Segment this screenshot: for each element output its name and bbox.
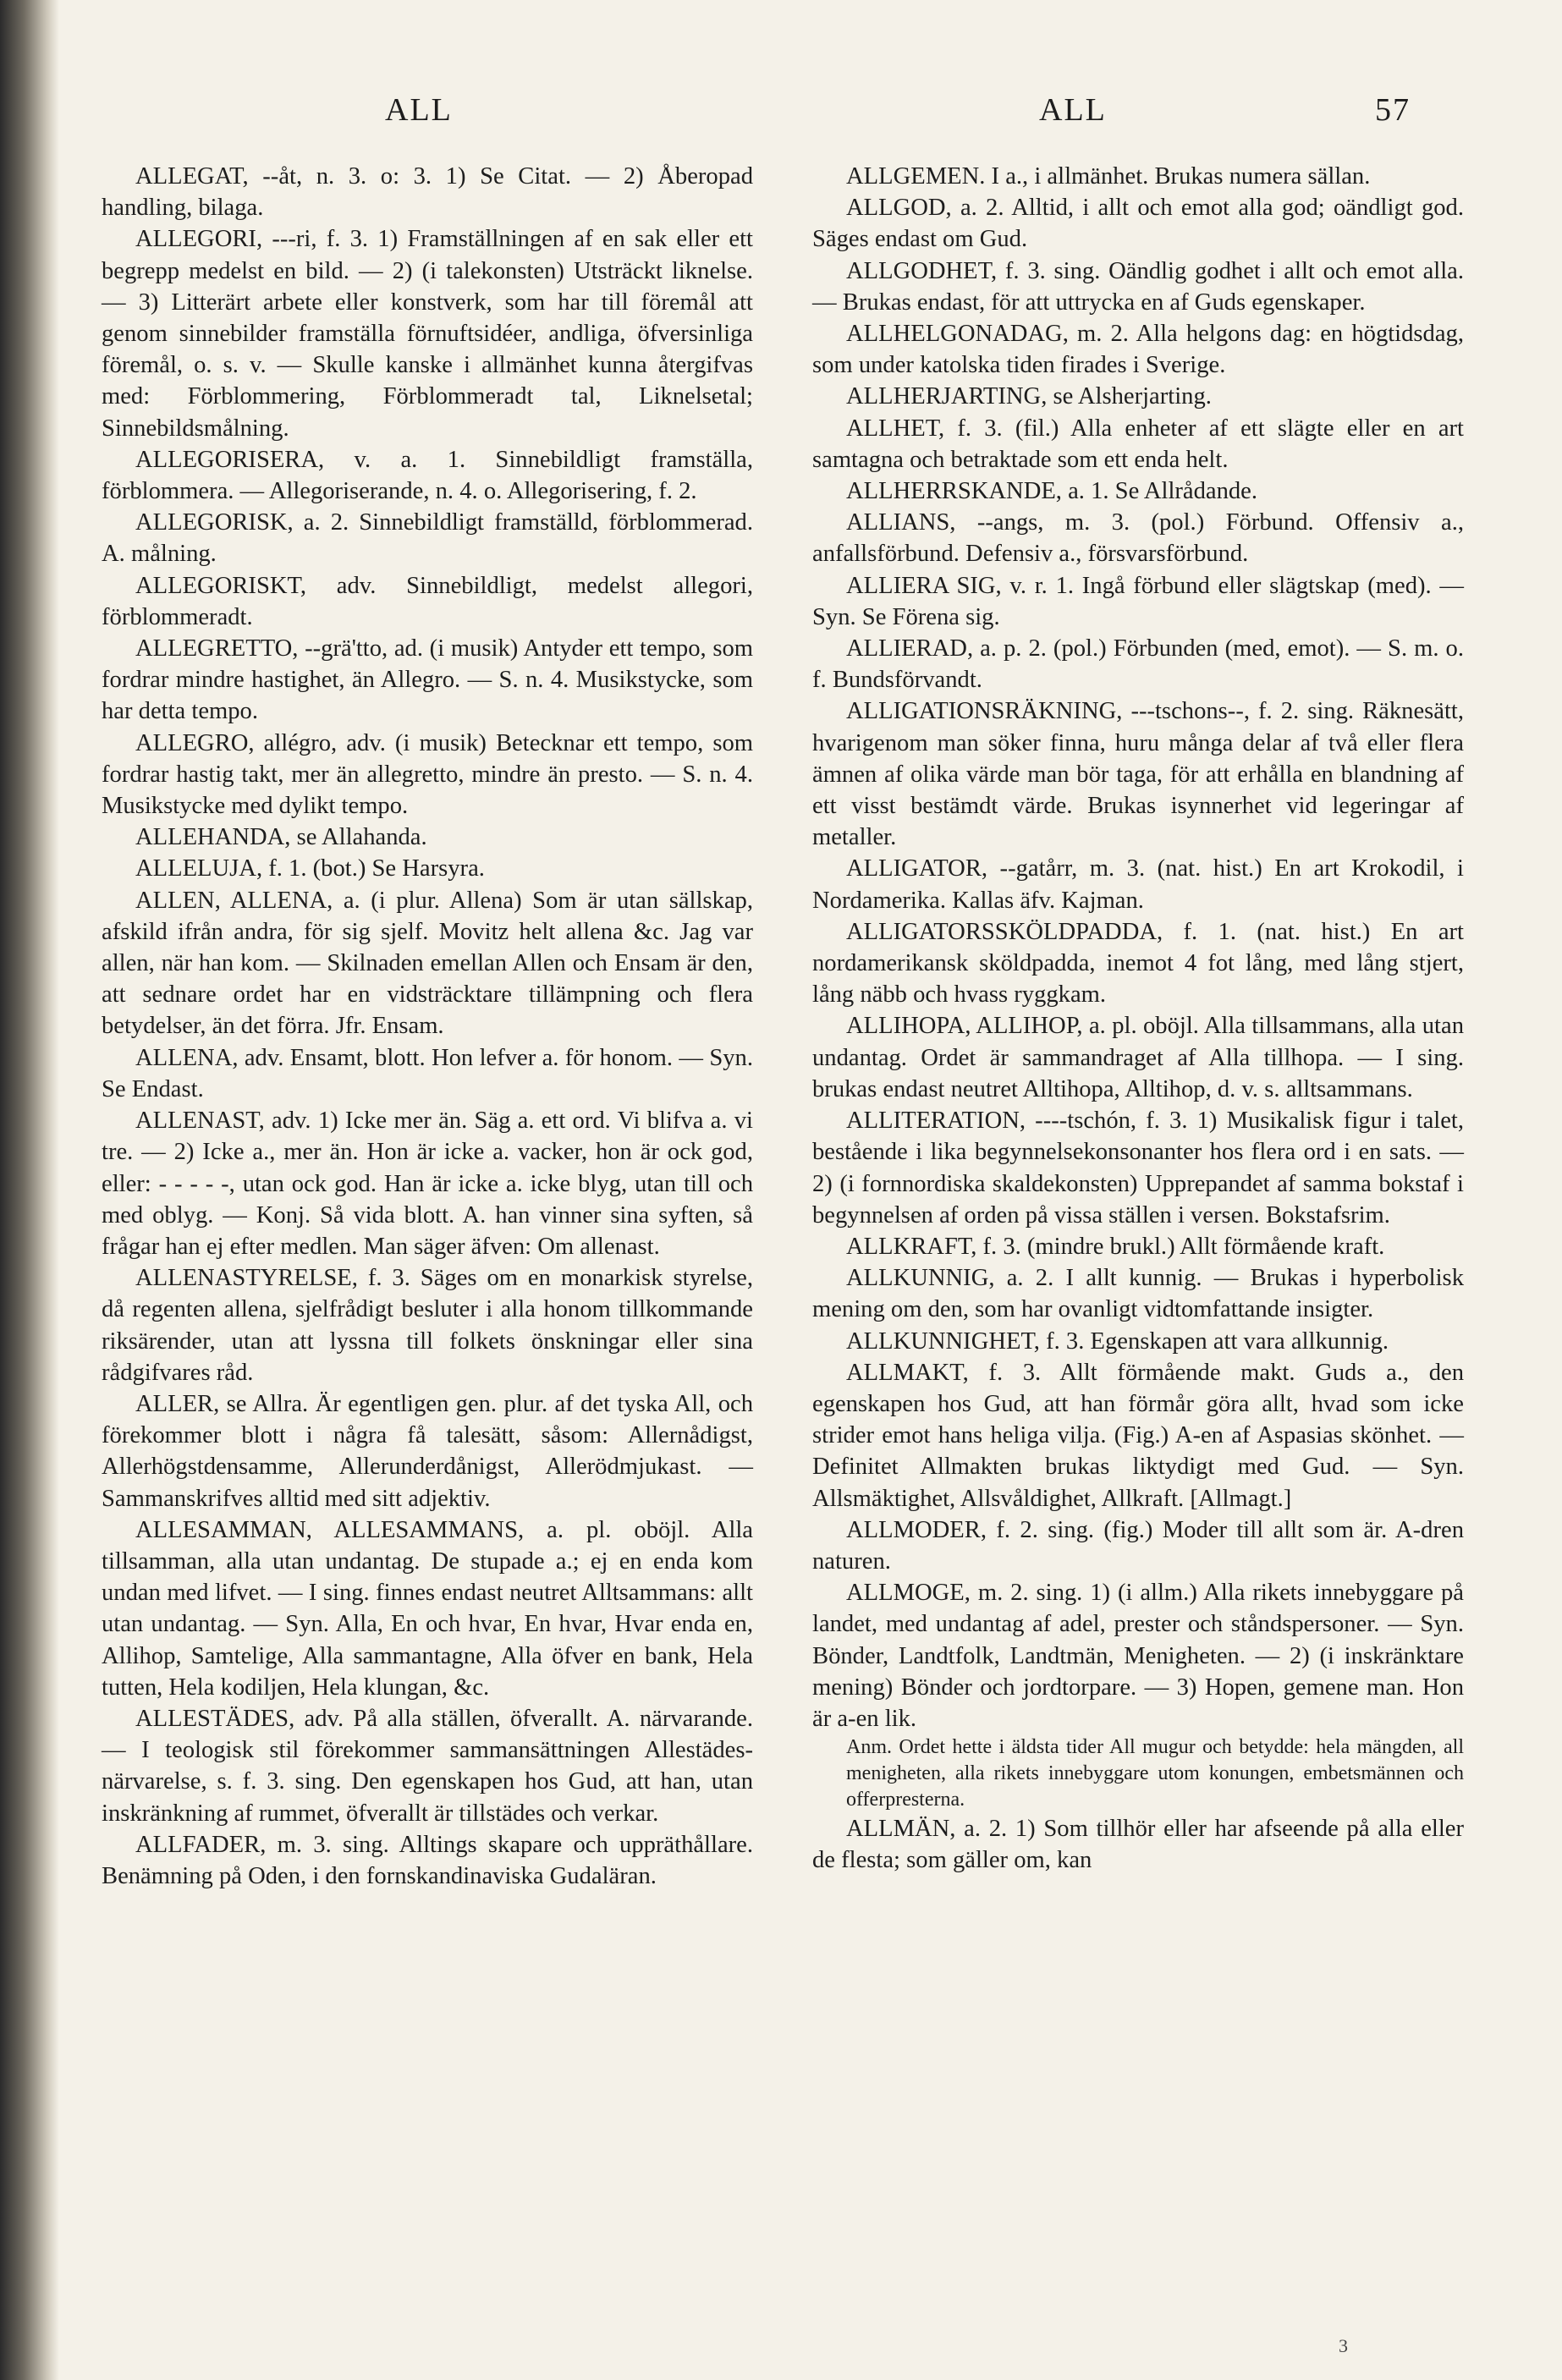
entry-allegorisera: ALLEGORISERA, v. a. 1. Sinnebildligt framställa, förblommera. — Allegoriserande, n. 4. o. Allegorisering, f. 2. — [102, 446, 753, 505]
entry-allen: ALLEN, ALLENA, a. (i plur. Allena) Som är utan sällskap, afskild ifrån andra, för sig sjelf. Movitz helt allena &c. Jag var allen, när han kom. — Skilnaden emellan Allen och Ensam är den, att sednare ordet har en vidsträcktare tillämpning och flera betydelser, än det förra. Jfr. Ensam. — [102, 887, 753, 1040]
entry-allena: ALLENA, adv. Ensamt, blott. Hon lefver a. för honom. — Syn. Se Endast. — [102, 1044, 753, 1102]
entry-allherjarting: ALLHERJARTING, se Alsherjarting. — [846, 383, 1212, 410]
entry-allgemen: ALLGEMEN. I a., i allmänhet. Brukas numera sällan. — [846, 163, 1371, 190]
entry-alliteration: ALLITERATION, ----tschón, f. 3. 1) Musikalisk figur i talet, bestående i lika begynnelsekonsonanter hos flera ord i en sats. — 2) (i fornnordiska skaldekonsten) Upprepandet af samma bokstaf i begynnelsen af orden på vissa ställen i versen. Bokstafsrim. — [812, 1108, 1464, 1228]
entry-allherrskande: ALLHERRSKANDE, a. 1. Se Allrådande. — [846, 478, 1258, 505]
page-number: 57 — [1375, 92, 1411, 128]
entry-allhet: ALLHET, f. 3. (fil.) Alla enheter af ett slägte eller en art samtagna och betraktade som ett enda helt. — [812, 415, 1464, 473]
entry-aller: ALLER, se Allra. Är egentligen gen. plur. af det tyska All, och förekommer blott i några få talesätt, såsom: Allernådigst, Allerhögstdensamme, Allerunderdånigst, Allerödmjukast. — Sammanskrifves alltid med sitt adjektiv. — [102, 1390, 753, 1512]
entry-note-anm: Anm. Ordet hette i äldsta tider All mugur och betydde: hela mängden, all menigheten, alla rikets innebyggare utom konungen, embetsmännen och offerpresterna. — [846, 1736, 1464, 1811]
entry-allkunnig: ALLKUNNIG, a. 2. I allt kunnig. — Brukas i hyperbolisk mening om den, som har ovanligt vidtomfattande insigter. — [812, 1265, 1464, 1323]
entry-allenastyrelse: ALLENASTYRELSE, f. 3. Säges om en monarkisk styrelse, då regenten allena, sjelfrådigt besluter i alla honom tillkommande riksärender, utan att lyssna till folkets önskningar eller sina rådgifvares råd. — [102, 1265, 753, 1386]
entry-allegat: ALLEGAT, --åt, n. 3. o: 3. 1) Se Citat. — 2) Åberopad handling, bilaga. — [102, 163, 753, 222]
entry-allegoriskt: ALLEGORISKT, adv. Sinnebildligt, medelst allegori, förblommeradt. — [102, 572, 753, 630]
entry-allegorisk: ALLEGORISK, a. 2. Sinnebildligt framställd, förblommerad. A. målning. — [102, 509, 753, 568]
entry-alligator: ALLIGATOR, --gatårr, m. 3. (nat. hist.) En art Krokodil, i Nordamerika. Kallas äfv. Kajman. — [812, 855, 1464, 914]
entry-allesamman: ALLESAMMAN, ALLESAMMANS, a. pl. oböjl. Alla tillsamman, alla utan undantag. De stupade a.; ej en enda kom undan med lifvet. — I sing. finnes endast neutret Alltsammans: allt utan undantag. — Syn. Alla, En och hvar, En hvar, Hvar enda en, Allihop, Samtelige, Alla sammantagne, Alla öfver en bank, Hela tutten, Hela kodiljen, Hela klungan, &c. — [102, 1516, 753, 1701]
entry-allestades: ALLESTÄDES, adv. På alla ställen, öfverallt. A. närvarande. — I teologisk stil förekommer sammansättningen Allestädes-närvarelse, s. f. 3. sing. Den egenskapen hos Gud, att han, utan inskränkning af rummet, öfverallt är tillstädes och verkar. — [102, 1705, 753, 1827]
entry-alligatorssköldpadda: ALLIGATORSSKÖLDPADDA, f. 1. (nat. hist.) En art nordamerikansk sköldpadda, inemot 4 fot lång, med lång stjert, lång näbb och hvass ryggkam. — [812, 918, 1464, 1009]
entry-allhelgonadag: ALLHELGONADAG, m. 2. Alla helgons dag: en högtidsdag, som under katolska tiden firades i Sverige. — [812, 321, 1464, 379]
entry-alliera-sig: ALLIERA SIG, v. r. 1. Ingå förbund eller slägtskap (med). — Syn. Se Förena sig. — [812, 572, 1464, 630]
entry-allmakt: ALLMAKT, f. 3. Allt förmående makt. Guds a., den egenskapen hos Gud, att han förmår göra allt, hvad som icke strider emot hans heliga vilja. (Fig.) A-en af Aspasias skönhet. — Definitet Allmakten brukas liktydigt med Gud. — Syn. Allsmäktighet, Allsvåldighet, Allkraft. [Allmagt.] — [812, 1359, 1464, 1512]
entry-allkunnighet: ALLKUNNIGHET, f. 3. Egenskapen att vara allkunnig. — [846, 1327, 1389, 1355]
entry-allians: ALLIANS, --angs, m. 3. (pol.) Förbund. Offensiv a., anfallsförbund. Defensiv a., försvarsförbund. — [812, 509, 1464, 568]
right-column — [812, 161, 1464, 1877]
running-head-right: ALL — [1039, 92, 1107, 128]
book-gutter-shadow — [0, 0, 59, 2380]
running-head-left: ALL — [385, 92, 453, 128]
entry-allegro: ALLEGRO, allégro, adv. (i musik) Betecknar ett tempo, som fordrar hastig takt, mer än allegretto, mindre än presto. — S. n. 4. Musikstycke med dylikt tempo. — [102, 729, 753, 820]
entry-allfader: ALLFADER, m. 3. sing. Alltings skapare och uppräthållare. Benämning på Oden, i den fornskandinaviska Gudaläran. — [102, 1831, 753, 1889]
entry-allehanda: ALLEHANDA, se Allahanda. — [135, 824, 427, 851]
entry-allenast: ALLENAST, adv. 1) Icke mer än. Säg a. ett ord. Vi blifva a. vi tre. — 2) Icke a., mer än. Hon är icke a. vacker, hon är ock god, eller: - - - - -, utan ock god. Han är icke a. icke blyg, utan till och med oblyg. — Konj. Så vida blott. A. han vinner sina syften, så frågar han ej efter medlen. Man säger äfven: Om allenast. — [102, 1108, 753, 1260]
entry-allman: ALLMÄN, a. 2. 1) Som tillhör eller har afseende på alla eller de flesta; som gäller om, kan — [812, 1816, 1464, 1874]
entry-alleluja: ALLELUJA, f. 1. (bot.) Se Harsyra. — [135, 855, 485, 882]
entry-allihopa: ALLIHOPA, ALLIHOP, a. pl. oböjl. Alla tillsammans, alla utan undantag. Ordet är sammandraget af Alla tillhopa. — I sing. brukas endast neutret Alltihopa, Alltihop, d. v. s. alltsammans. — [812, 1013, 1464, 1102]
entry-allgod: ALLGOD, a. 2. Alltid, i allt och emot alla god; oändligt god. Säges endast om Gud. — [812, 195, 1464, 253]
entry-allegretto: ALLEGRETTO, --grä'tto, ad. (i musik) Antyder ett tempo, som fordrar mindre hastighet, än Allegro. — S. n. 4. Musikstycke, som har detta tempo. — [102, 635, 753, 725]
entry-allierad: ALLIERAD, a. p. 2. (pol.) Förbunden (med, emot). — S. m. o. f. Bundsförvandt. — [812, 635, 1464, 694]
entry-allegori: ALLEGORI, ---ri, f. 3. 1) Framställningen af en sak eller ett begrepp medelst en bild. — 2) (i talekonsten) Utsträckt liknelse. — 3) Litterärt arbete eller konstverk, som har till föremål att genom sinnebilder framställa förnuftsidéer, andliga, öfversinliga föremål, o. s. v. — Skulle kanske i allmänhet kunna återgifvas med: Förblommering, Förblommeradt tal, Liknelsetal; Sinnebildsmålning. — [102, 226, 753, 442]
entry-allkraft: ALLKRAFT, f. 3. (mindre brukl.) Allt förmående kraft. — [846, 1233, 1385, 1260]
signature-mark: 3 — [1339, 2335, 1348, 2356]
entry-alligationsrakning: ALLIGATIONSRÄKNING, ---tschons--, f. 2. sing. Räknesätt, hvarigenom man söker finna, huru många delar af två eller flera ämnen af olika värde man bör taga, för att erhålla en blandning af ett visst bestämdt värde. Brukas isynnerhet vid legeringar af metaller. — [812, 698, 1464, 851]
entry-allmoge: ALLMOGE, m. 2. sing. 1) (i allm.) Alla rikets innebyggare på landet, med undantag af adel, prester och ståndspersoner. — Syn. Bönder, Landtfolk, Landtmän, Menigheten. — 2) (i inskränktare mening) Bönder och jordtorpare. — 3) Hopen, gemene man. Hon är a-en lik. — [812, 1580, 1464, 1732]
entry-allgodhet: ALLGODHET, f. 3. sing. Oändlig godhet i allt och emot alla. — Brukas endast, för att uttrycka en af Guds egenskaper. — [812, 257, 1464, 316]
left-column — [102, 161, 753, 1892]
entry-allmoder: ALLMODER, f. 2. sing. (fig.) Moder till allt som är. A-dren naturen. — [812, 1516, 1464, 1575]
